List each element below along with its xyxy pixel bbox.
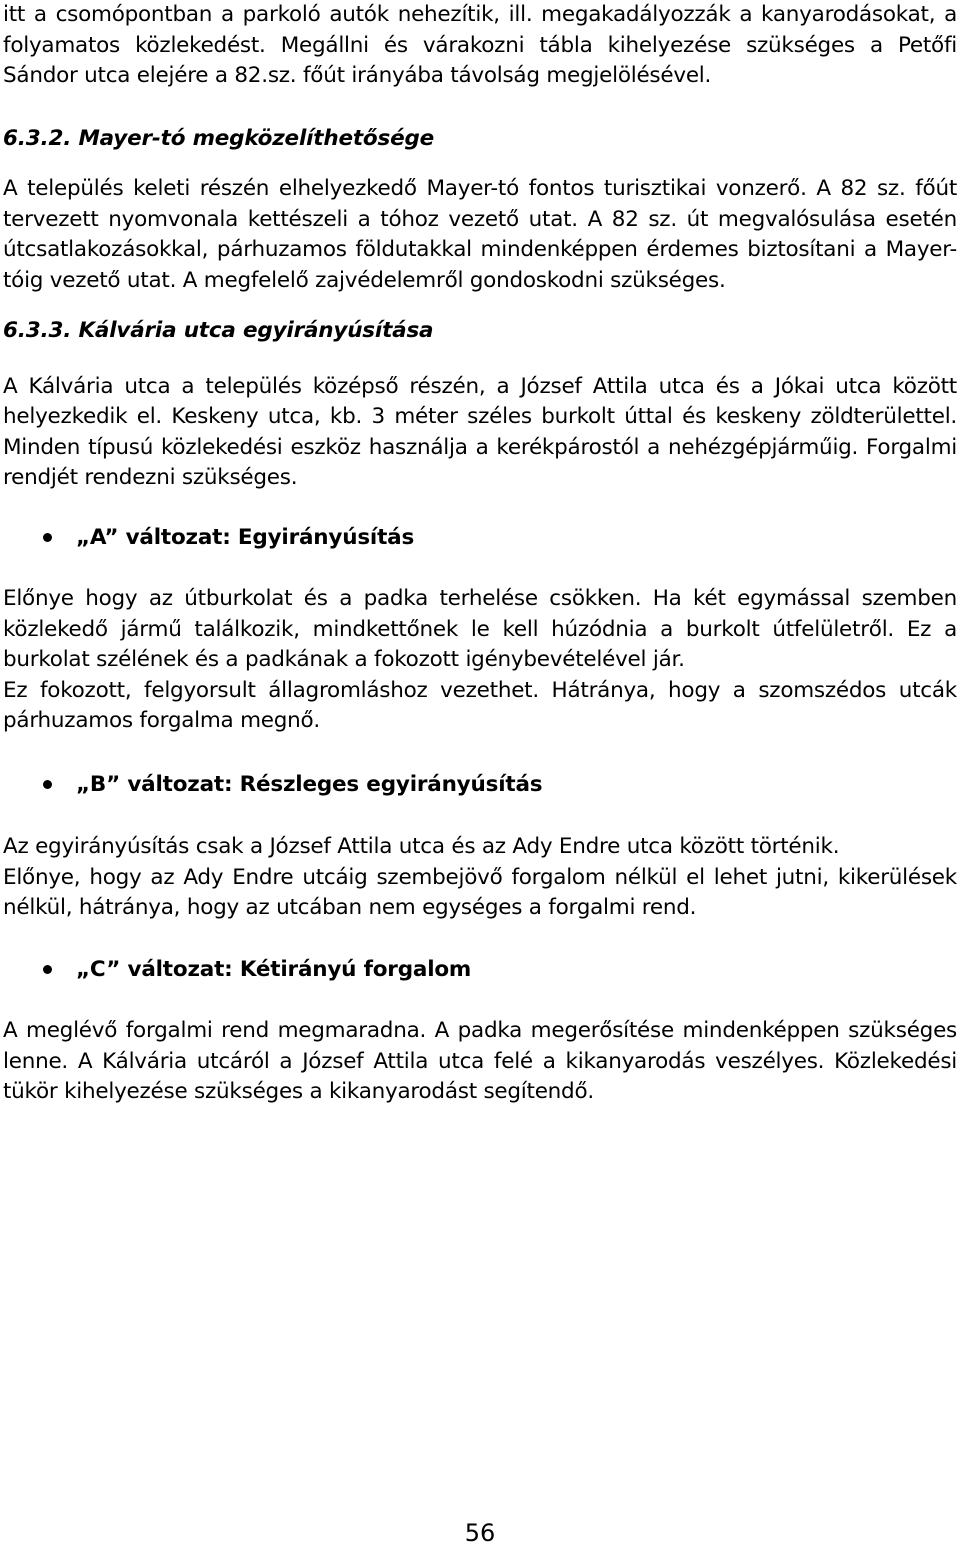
bullet-variant-b [3,770,957,801]
page-number: 56 [464,1519,496,1547]
paragraph-intro: itt a csomópontban a parkoló autók nehezítik, ill. megakadályozzák a kanyarodásokat, a folyamatos közlekedést. Megállni és várakozni tábla kihelyezése szükséges a Petőfi Sándor utca elejére a 82.sz. főút irányába távolság megjelölésével. [3,2,957,88]
bullet-title-c: „C” változat: Kétirányú forgalom [76,956,472,982]
document-page [3,0,957,1108]
paragraph-kalvaria: A Kálvária utca a település középső részén, a József Attila utca és a Jókai utca között helyezkedik el. Keskeny utca, kb. 3 méter széles burkolt úttal és keskeny zöldterülettel. Minden típusú közlekedési eszköz használja a kerékpárostól a nehézgépjárműig. Forgalmi rendjét rendezni szükséges. [3,373,957,490]
paragraph-variant-a-1: Előnye hogy az útburkolat és a padka terhelése csökken. Ha két egymással szemben közlekedő jármű találkozik, mindkettőnek le kell húzódnia a burkolt útfelületről. Ez a burkolat szélének és a padkának a fokozott igénybevételével jár. [3,586,957,672]
bullet-dot-icon [43,965,52,974]
paragraph-variant-b-1: Az egyirányúsítás csak a József Attila utca és az Ady Endre utca között történik. [3,834,840,859]
heading-kalvaria: 6.3.3. Kálvária utca egyirányúsítása [3,318,434,343]
bullet-dot-icon [43,780,52,789]
bullet-title-a: „A” változat: Egyirányúsítás [76,524,415,550]
bullet-variant-c [3,955,957,986]
paragraph-variant-a-2: Ez fokozott, felgyorsult állagromláshoz vezethet. Hátránya, hogy a szomszédos utcák párhuzamos forgalma megnő. [3,677,957,733]
bullet-variant-a [3,523,957,554]
bullet-dot-icon [43,533,52,542]
paragraph-mayer-to: A település keleti részén elhelyezkedő Mayer-tó fontos turisztikai vonzerő. A 82 sz. főút tervezett nyomvonala kettészeli a tóhoz vezető utat. A 82 sz. út megvalósulása esetén útcsatlakozásokkal, párhuzamos földutakkal mindenképpen érdemes biztosítani a Mayer-tóig vezető utat. A megfelelő zajvédelemről gondoskodni szükséges. [3,176,957,293]
heading-mayer-to: 6.3.2. Mayer-tó megközelíthetősége [3,125,435,151]
bullet-title-b: „B” változat: Részleges egyirányúsítás [76,771,543,797]
paragraph-variant-c: A meglévő forgalmi rend megmaradna. A padka megerősítése mindenképpen szükséges lenne. A Kálvária utcáról a József Attila utca felé a kikanyarodás veszélyes. Közlekedési tükör kihelyezése szükséges a kikanyarodást segítendő. [3,1018,957,1104]
paragraph-variant-b-2: Előnye, hogy az Ady Endre utcáig szembejövő forgalom nélkül el lehet jutni, kikerülések nélkül, hátránya, hogy az utcában nem egységes a forgalmi rend. [3,864,957,920]
